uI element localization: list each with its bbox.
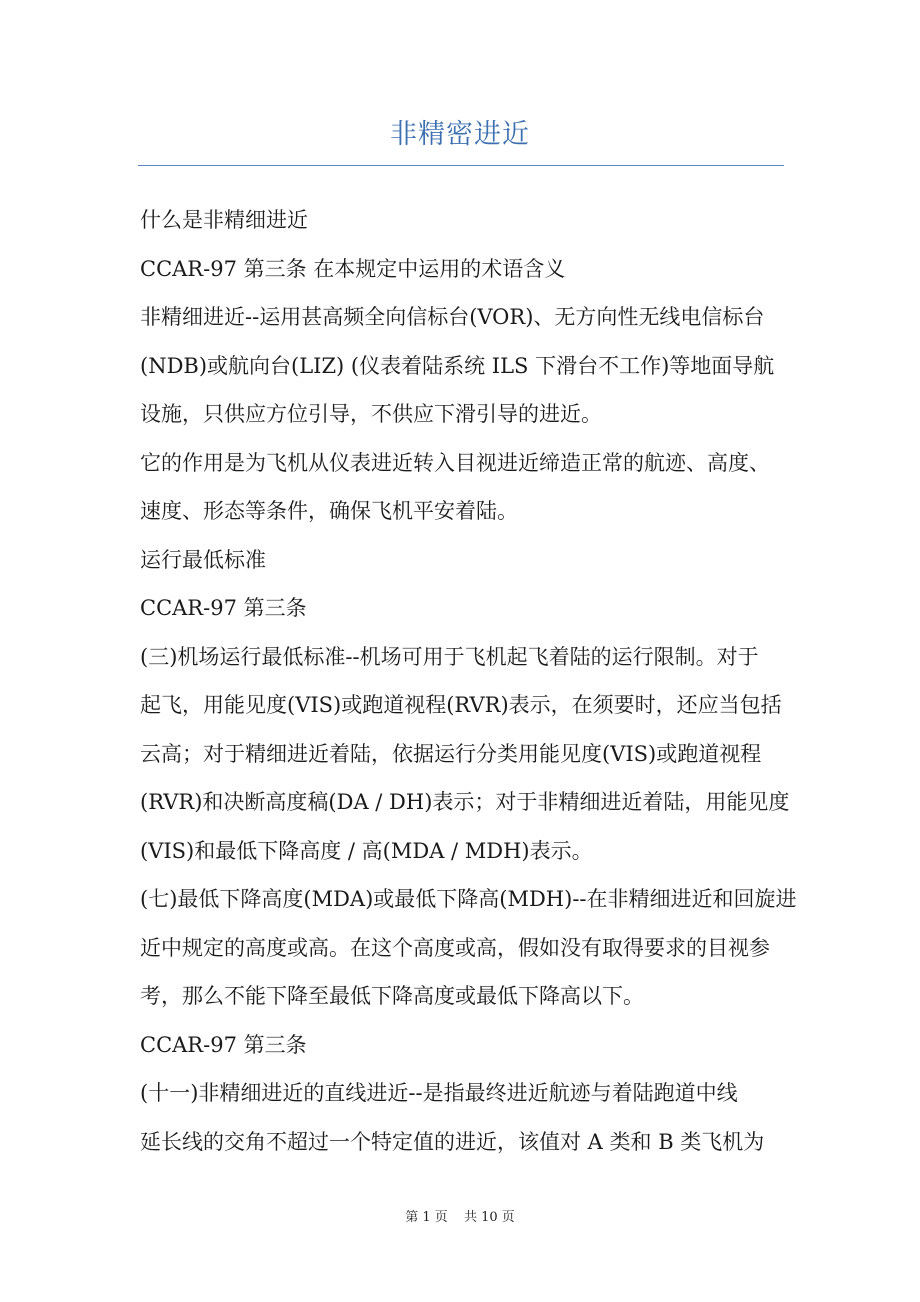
body-line: (NDB)或航向台(LIZ) (仪表着陆系统 ILS 下滑台不工作)等地面导航 — [140, 353, 775, 378]
body-line: 延长线的交角不超过一个特定值的进近，该值对 A 类和 B 类飞机为 — [140, 1129, 765, 1154]
body-line: 非精细进近--运用甚高频全向信标台(VOR)、无方向性无线电信标台 — [140, 305, 765, 329]
body-line: 设施，只供应方位引导，不供应下滑引导的进近。 — [140, 402, 602, 426]
body-line: (三)机场运行最低标准--机场可用于飞机起飞着陆的运行限制。对于 — [140, 644, 759, 669]
body-line: 速度、形态等条件，确保飞机平安着陆。 — [140, 499, 518, 523]
body-line: (RVR)和决断高度稿(DA / DH)表示；对于非精细进近着陆，用能见度 — [140, 790, 790, 814]
body-line: (七)最低下降高度(MDA)或最低下降高(MDH)--在非精细进近和回旋进 — [140, 887, 797, 911]
page-count: 共 10 页 — [463, 1210, 515, 1225]
body-line: 云高；对于精细进近着陆，依据运行分类用能见度(VIS)或跑道视程 — [140, 741, 762, 766]
body-line: CCAR-97 第三条 在本规定中运用的术语含义 — [140, 256, 566, 281]
body-line: (十一)非精细进近的直线进近--是指最终进近航迹与着陆跑道中线 — [140, 1081, 738, 1105]
body-line: CCAR-97 第三条 — [140, 1032, 307, 1057]
title-divider — [138, 165, 784, 166]
page-footer — [0, 1206, 920, 1225]
body-line: 什么是非精细进近 — [140, 208, 308, 232]
page-number: 第 1 页 — [405, 1210, 448, 1225]
body-line: CCAR-97 第三条 — [140, 596, 307, 620]
body-line: 起飞，用能见度(VIS)或跑道视程(RVR)表示，在须要时，还应当包括 — [140, 693, 782, 717]
document-title: 非精密进近 — [390, 119, 530, 150]
body-line: 考，那么不能下降至最低下降高度或最低下降高以下。 — [140, 984, 644, 1008]
body-line: (VIS)和最低下降高度 / 高(MDA / MDH)表示。 — [140, 838, 593, 863]
body-line: 近中规定的高度或高。在这个高度或高，假如没有取得要求的目视参 — [140, 935, 770, 960]
body-line: 运行最低标准 — [140, 547, 266, 572]
document-body — [140, 196, 797, 1166]
body-line: 它的作用是为飞机从仪表进近转入目视进近缔造正常的航迹、高度、 — [140, 450, 770, 475]
